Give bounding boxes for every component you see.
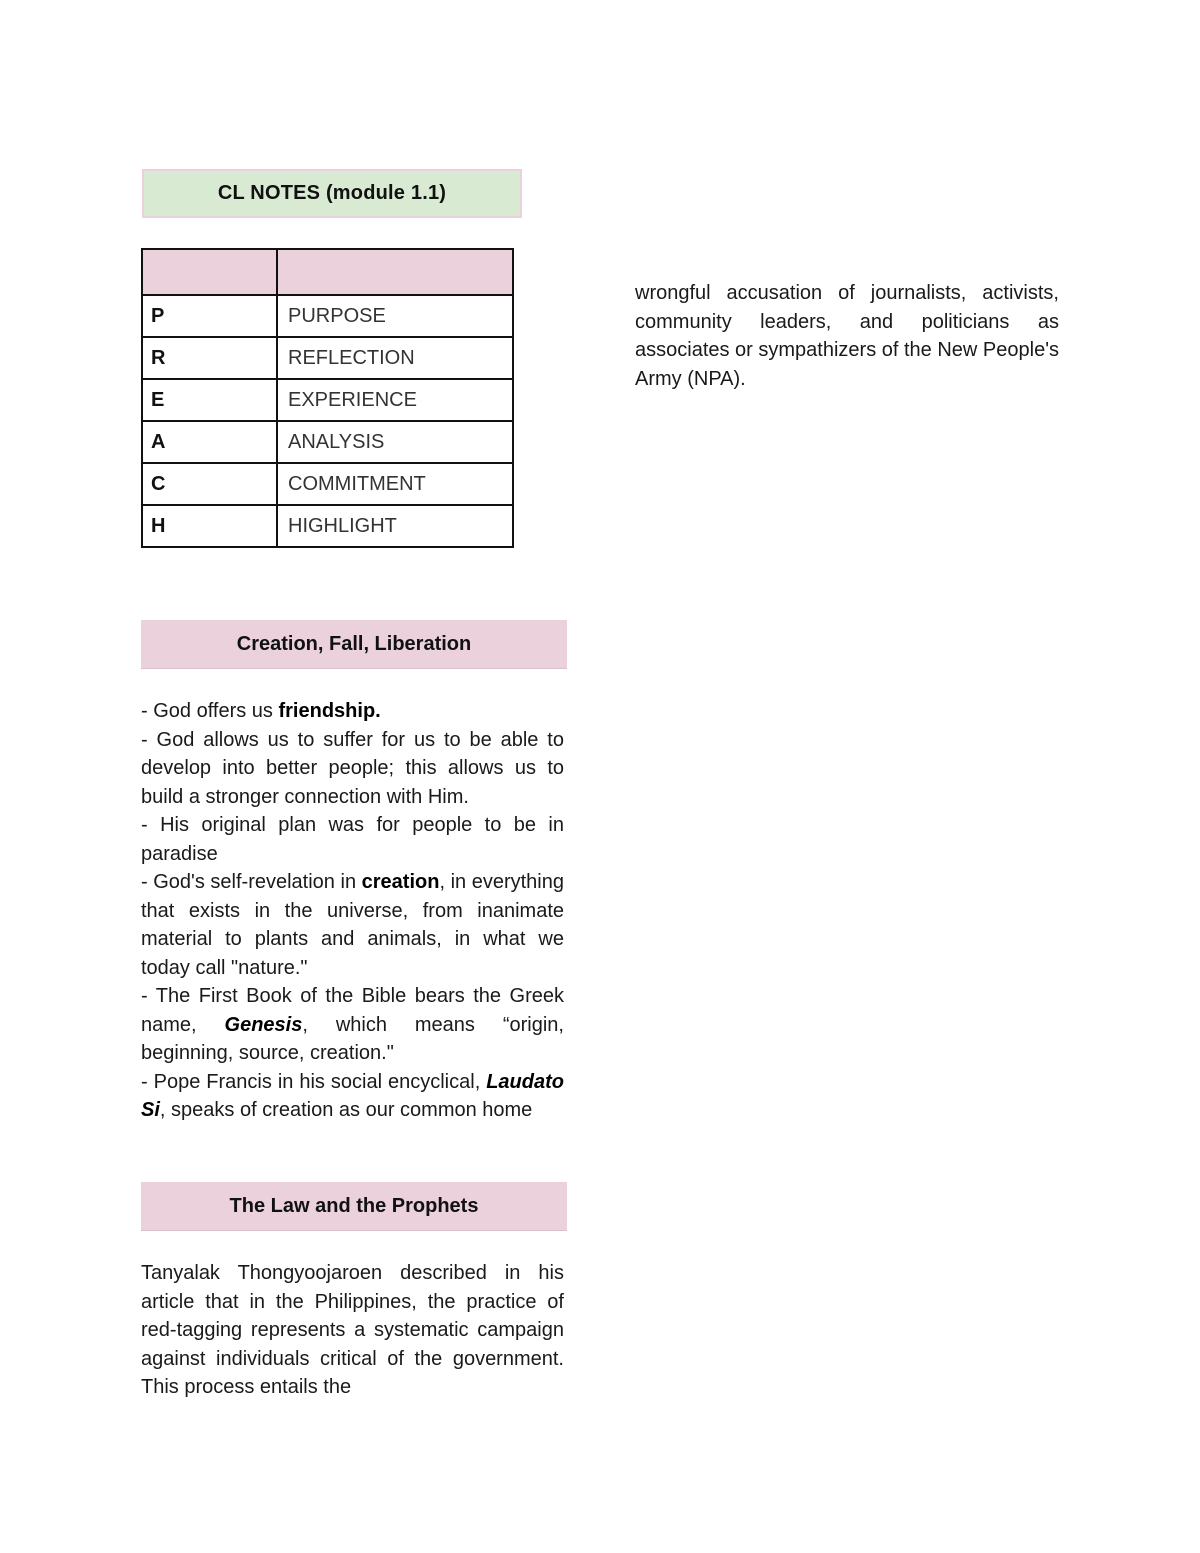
note-emphasis: Genesis [224, 1013, 303, 1036]
section-heading-creation: Creation, Fall, Liberation [141, 620, 567, 669]
table-row [142, 337, 513, 379]
table-cell-letter: P [142, 295, 277, 337]
table-header-row [142, 249, 513, 295]
note-emphasis: friendship. [278, 700, 381, 722]
table-header-cell [277, 249, 513, 295]
table-cell-word: PURPOSE [277, 295, 513, 337]
note-paragraph: wrongful accusation of journalists, activists, community leaders, and politicians as associates or sympathizers of the New People's Army (NPA). [635, 282, 1060, 390]
table-row [142, 379, 513, 421]
note-text: , which means “origin, beginning, source, creation." [141, 1013, 564, 1064]
note-text: - God offers us [141, 700, 279, 722]
table-cell-word: EXPERIENCE [277, 379, 513, 421]
note-emphasis: creation [361, 871, 440, 893]
section-body-continued [635, 279, 1059, 393]
table-row [142, 505, 513, 547]
note-text: , in everything that exists in the universe, from inanimate material to plants and animals, in what we today call "nature." [141, 871, 564, 979]
section-heading-law-prophets: The Law and the Prophets [141, 1182, 567, 1231]
table-cell-letter: R [142, 337, 277, 379]
table-cell-word: HIGHLIGHT [277, 505, 513, 547]
reach-acronym-table [141, 248, 514, 548]
note-paragraph: - God allows us to suffer for us to be able to develop into better people; this allows us to build a stronger connection with Him. [141, 728, 564, 808]
table-cell-letter: C [142, 463, 277, 505]
table-cell-letter: A [142, 421, 277, 463]
note-paragraph [141, 697, 564, 726]
note-text: - The First Book of the Bible bears the Greek name, [141, 985, 564, 1036]
section-body-law-prophets [141, 1259, 564, 1402]
note-paragraph [141, 868, 564, 982]
note-paragraph: Tanyalak Thongyoojaroen described in his article that in the Philippines, the practice of red-tagging represents a systematic campaign against individuals critical of the government. This process entails the [141, 1262, 564, 1398]
table-cell-word: REFLECTION [277, 337, 513, 379]
table-cell-letter: H [142, 505, 277, 547]
note-paragraph: - His original plan was for people to be in paradise [141, 814, 564, 865]
table-header-cell [142, 249, 277, 295]
table-row [142, 463, 513, 505]
table-cell-word: COMMITMENT [277, 463, 513, 505]
page-title: CL NOTES (module 1.1) [142, 169, 522, 218]
table-cell-letter: E [142, 379, 277, 421]
note-text: , speaks of creation as our common home [159, 1099, 533, 1121]
table-row [142, 295, 513, 337]
note-text: - God's self-revelation in [141, 871, 362, 893]
note-paragraph [141, 1068, 564, 1125]
section-body-creation [141, 697, 564, 1125]
table-cell-word: ANALYSIS [277, 421, 513, 463]
note-paragraph [141, 982, 564, 1068]
note-emphasis: Laudato Si [141, 1070, 564, 1121]
note-text: - Pope Francis in his social encyclical, [141, 1070, 487, 1093]
table-row [142, 421, 513, 463]
